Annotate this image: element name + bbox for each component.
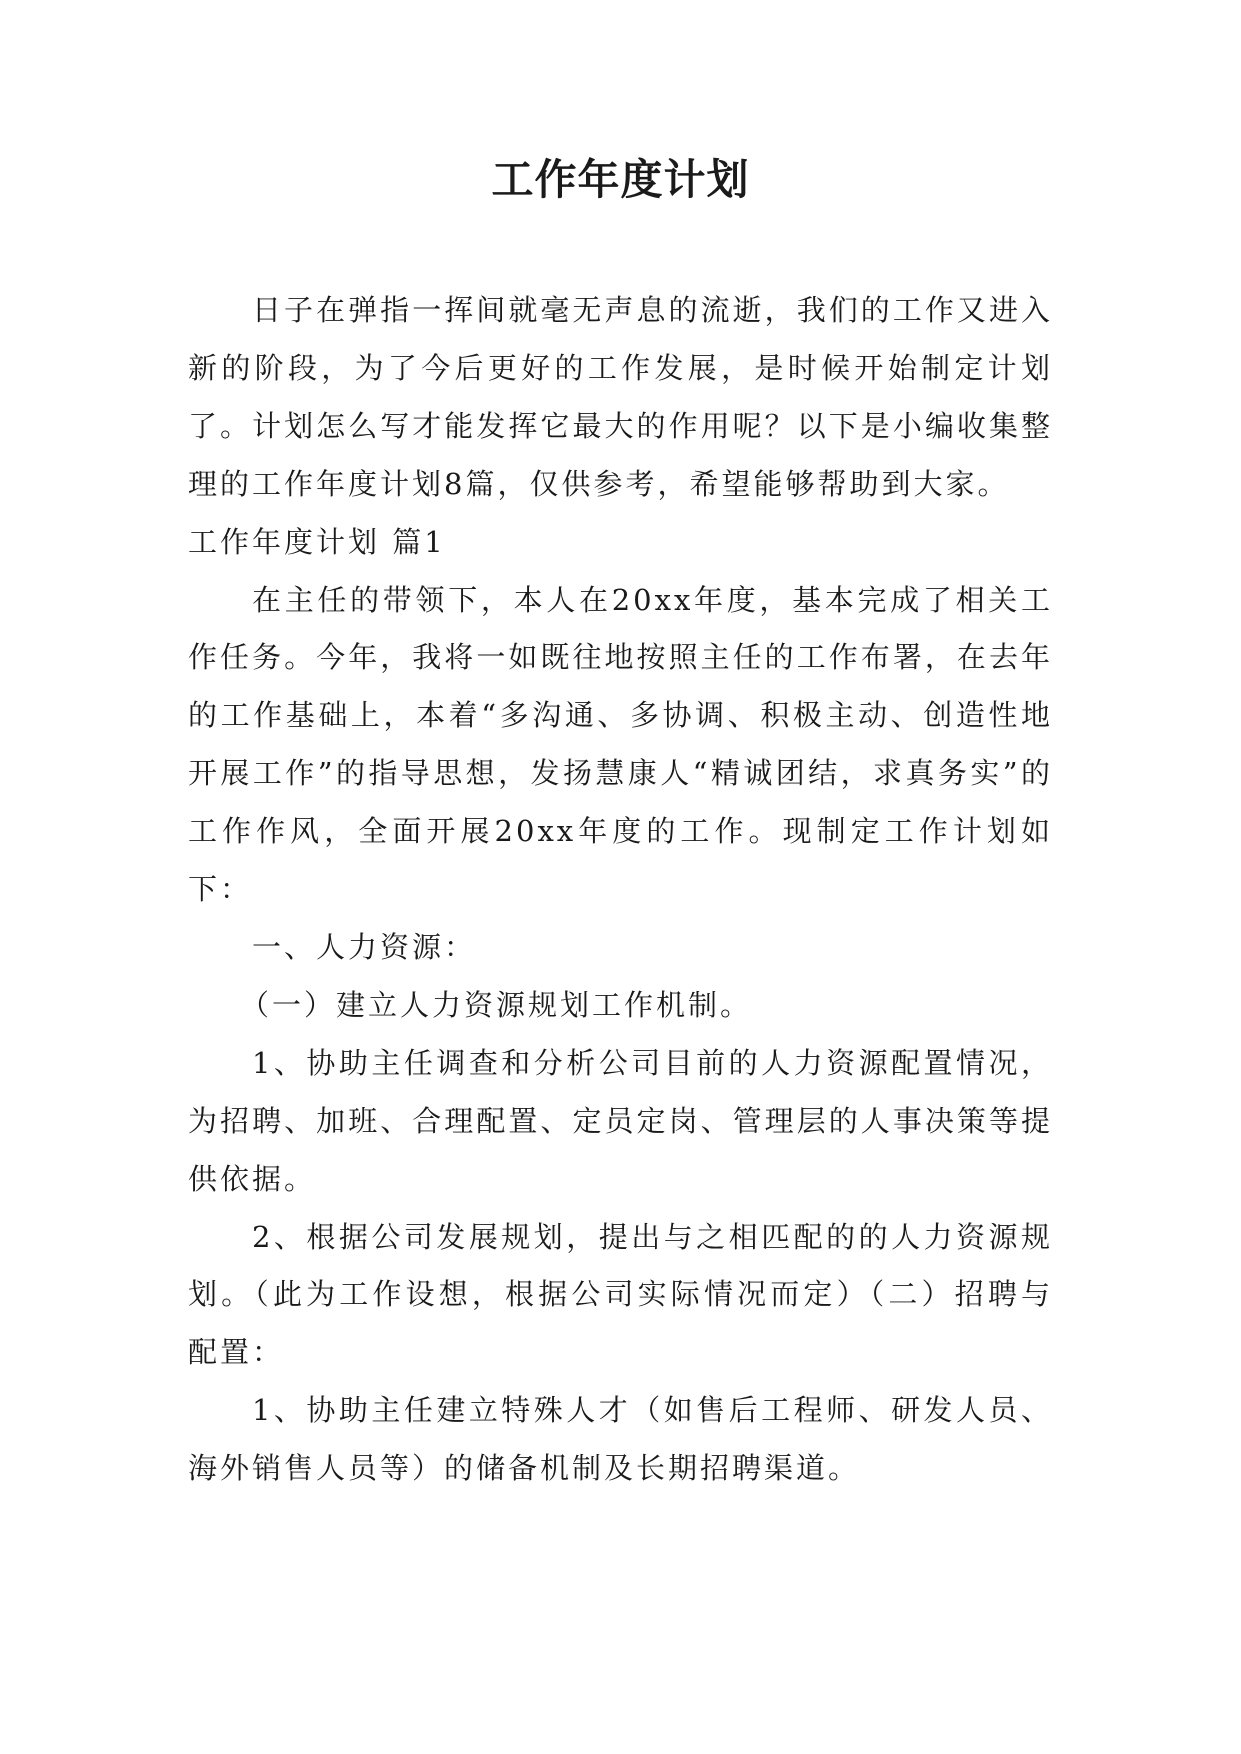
section-heading: 工作年度计划 篇1 [188, 524, 446, 559]
subsection-heading: （一）建立人力资源规划工作机制。 [240, 987, 753, 1022]
document-title: 工作年度计划 [491, 155, 750, 204]
body-paragraph: 1、协助主任调查和分析公司目前的人力资源配置情况，为招聘、加班、合理配置、定员定岗、管理层的人事决策等提供依据。 [188, 1045, 1053, 1196]
subsection-heading: 一、人力资源： [252, 929, 477, 964]
document-body [188, 282, 1053, 1498]
body-paragraph: 在主任的带领下，本人在20xx年度，基本完成了相关工作任务。今年，我将一如既往地按照主任的工作布署，在去年的工作基础上，本着“多沟通、多协调、积极主动、创造性地开展工作”的指导思想，发扬慧康人“精诚团结，求真务实”的工作作风，全面开展20xx年度的工作。现制定工作计划如下： [188, 582, 1053, 907]
body-paragraph: 1、协助主任建立特殊人才（如售后工程师、研发人员、海外销售人员等）的储备机制及长期招聘渠道。 [188, 1393, 1053, 1486]
body-paragraph: 2、根据公司发展规划，提出与之相匹配的的人力资源规划。（此为工作设想，根据公司实际情况而定）（二）招聘与配置： [188, 1219, 1053, 1370]
intro-paragraph: 日子在弹指一挥间就毫无声息的流逝，我们的工作又进入新的阶段，为了今后更好的工作发展，是时候开始制定计划了。计划怎么写才能发挥它最大的作用呢？以下是小编收集整理的工作年度计划8篇，仅供参考，希望能够帮助到大家。 [188, 293, 1053, 501]
